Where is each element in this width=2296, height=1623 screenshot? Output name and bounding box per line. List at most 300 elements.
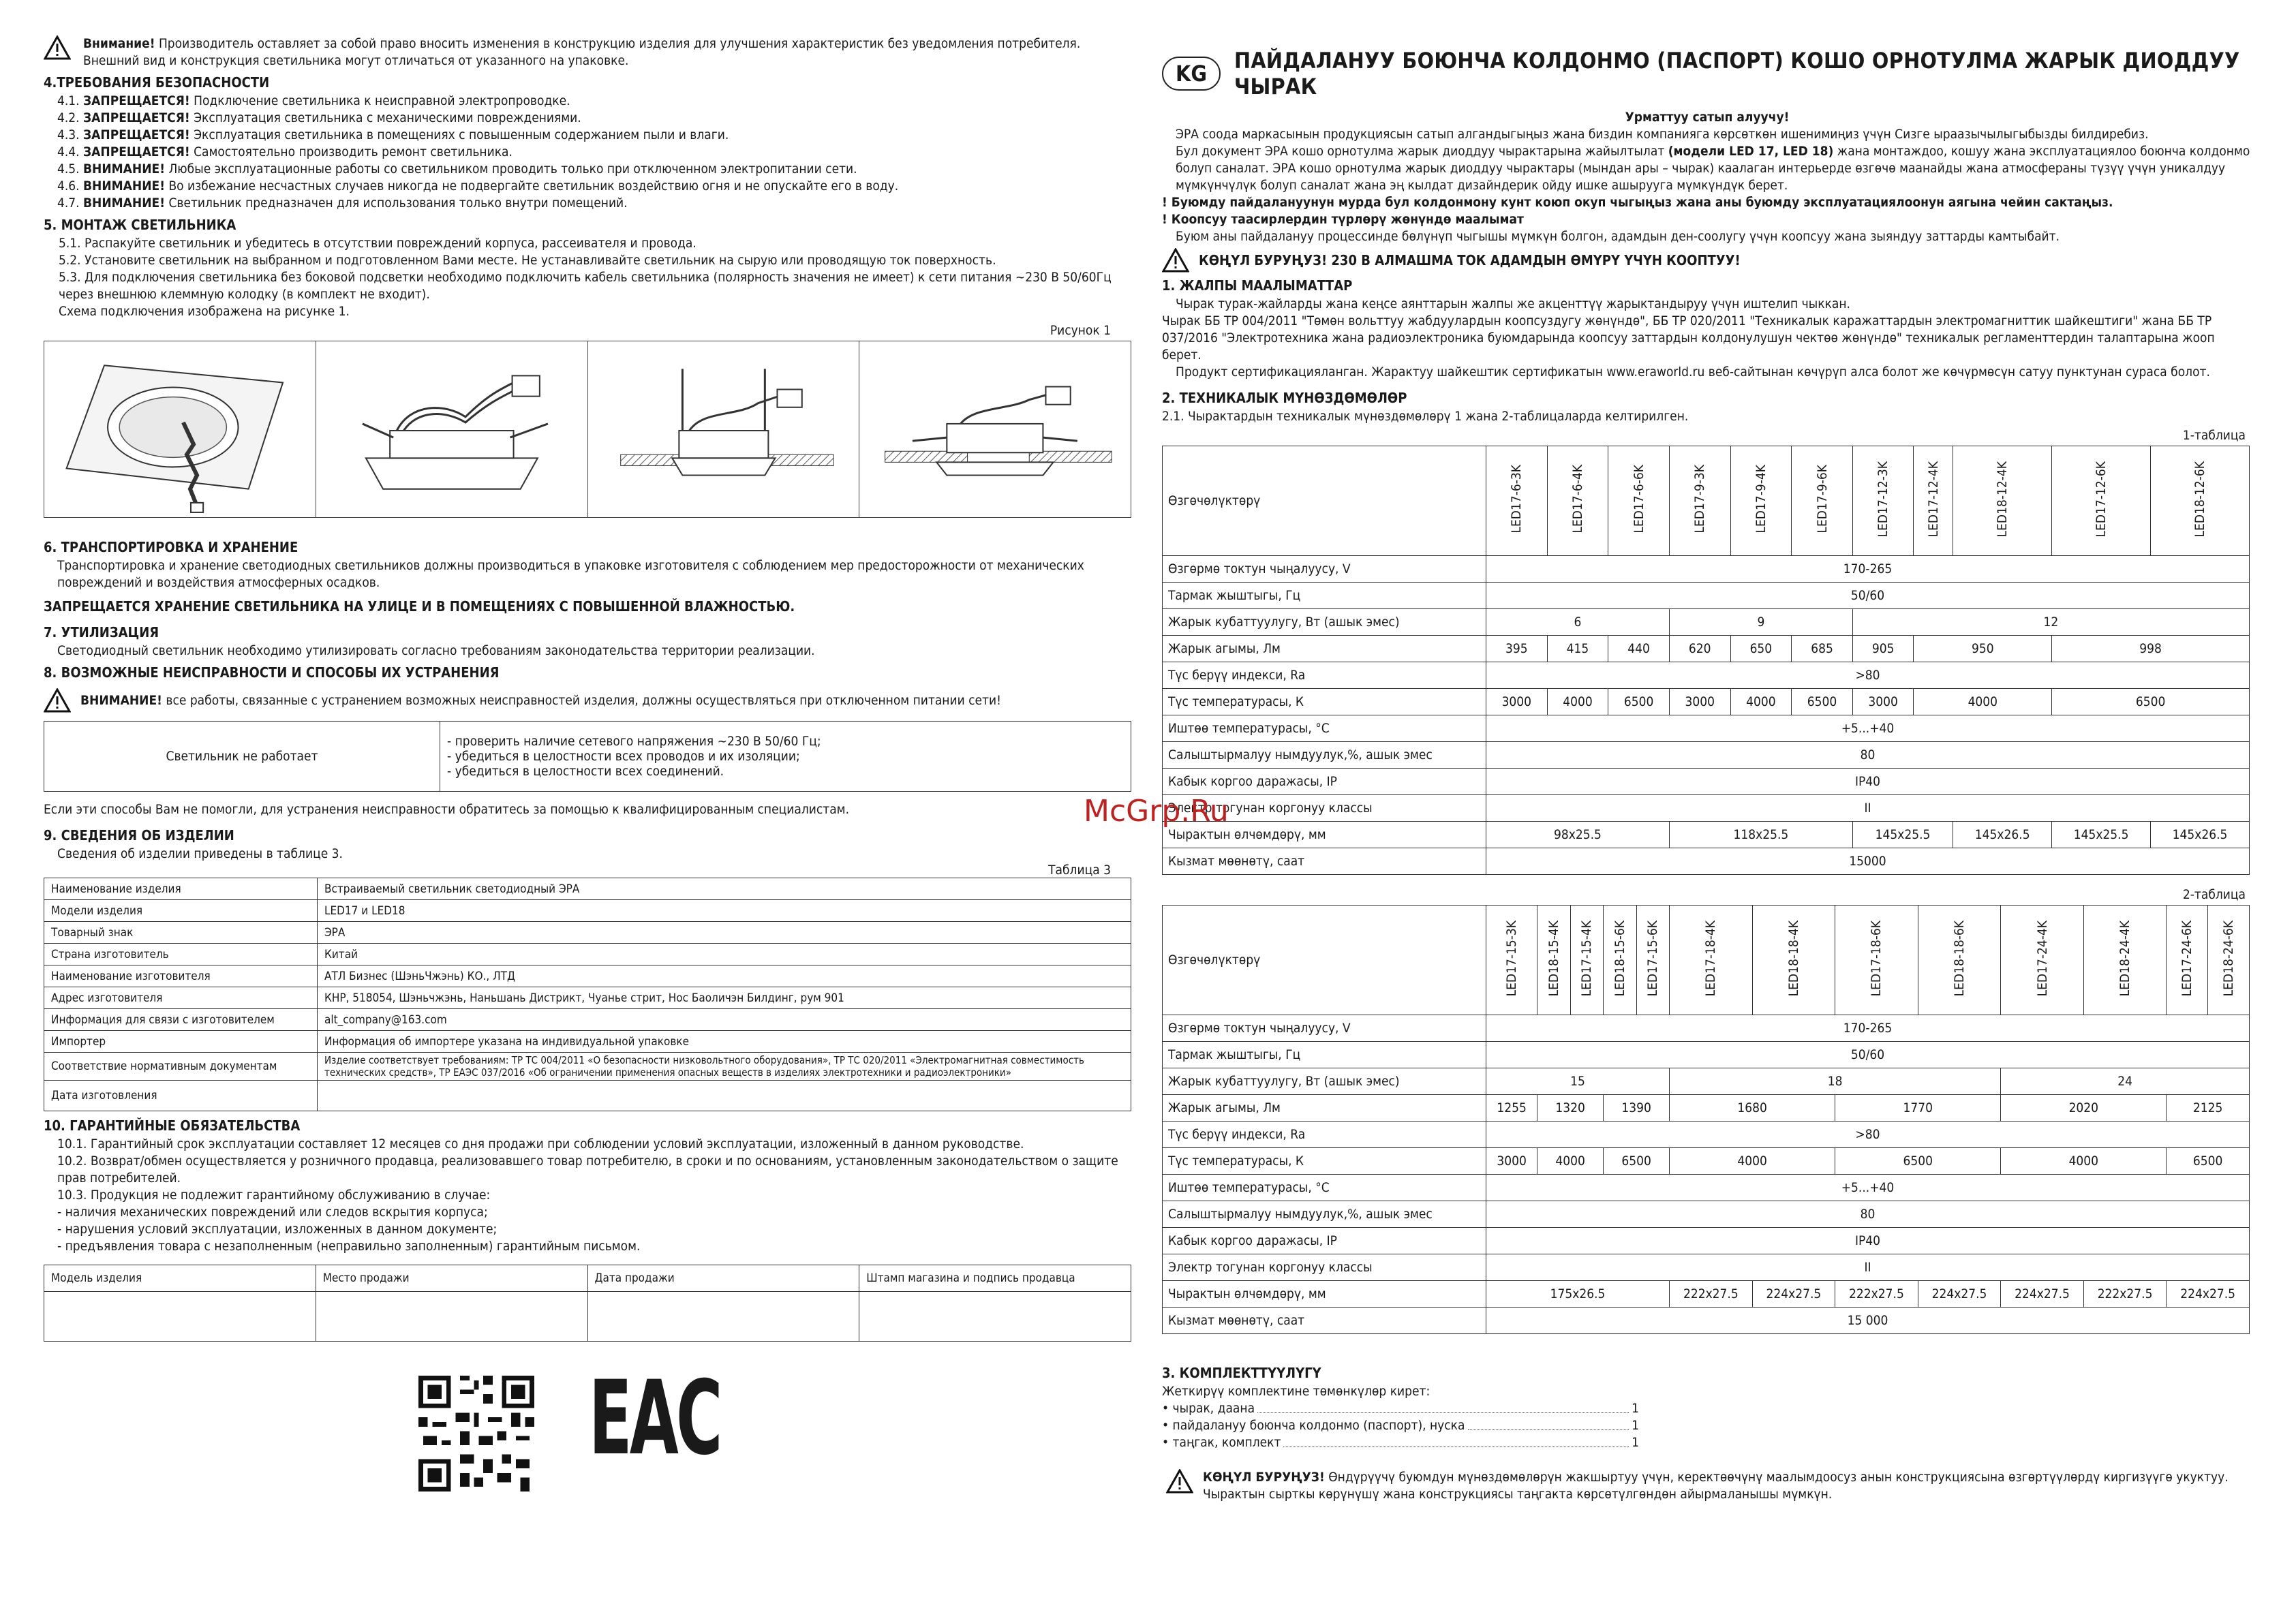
table-cell-value: Встраиваемый светильник светодиодный ЭРА [318, 878, 1131, 900]
final-warning-text: Өндүрүүчү буюмдун мүнөздөмөлөрүн жакшыртуу үчүн, керектөөчүнү маалымдоосуз анын конструкциясына өзгөртүүлөрдү киргизүүгө укуктуу. Чырактын сырткы көрүнүшү жана конструкциясы таңгакта көрсөтүлгөндөн айырмаланышы мүмкүн. [1203, 1470, 2229, 1502]
spec-row [1163, 1095, 2250, 1122]
s4-item-text: Эксплуатация светильника в помещениях с повышенным содержанием пыли и влаги. [194, 127, 729, 142]
spec-model-header [1636, 906, 1669, 1015]
spec-model-header [1670, 906, 1753, 1015]
s4-item: 4.4. ЗАПРЕЩАЕТСЯ! Самостоятельно производить ремонт светильника. [57, 144, 512, 159]
spec-cell: 6500 [1792, 689, 1853, 715]
spec-row [1163, 556, 2250, 583]
r-s3-text: Жеткирүү комплектине төмөнкүлөр кирет: [1162, 1384, 1430, 1399]
table-cell-label: Адрес изготовителя [44, 987, 318, 1009]
spec-row-label: Жарык кубаттуулугу, Вт (ашык эмес) [1163, 1068, 1486, 1095]
table-row [44, 1053, 1131, 1081]
spec-row [1163, 1175, 2250, 1201]
table-row [44, 1031, 1131, 1053]
spec-cell: 6500 [2052, 689, 2250, 715]
s4-item-lead: ВНИМАНИЕ! [83, 179, 165, 194]
spec-row [1163, 609, 2250, 636]
spec-cell: 118x25.5 [1669, 822, 1852, 848]
spec-model-name: LED17-9-4K [1753, 465, 1769, 534]
attention-lead: Внимание! [83, 36, 155, 51]
spec-model-header [2208, 906, 2250, 1015]
s4-item-text: Любые эксплуатационные работы со светильником проводить только при отключенном электропитании сети. [168, 161, 857, 176]
spec-table-1 [1162, 446, 2250, 875]
spec-model-name: LED17-12-4K [1925, 461, 1941, 538]
s8-warning-text: все работы, связанные с устранением возможных неисправностей изделия, должны осуществляться при отключенном питании сети! [166, 693, 1001, 708]
spec-cell: IP40 [1486, 1228, 2250, 1254]
table-cell-label: Страна изготовитель [44, 944, 318, 965]
spec-row [1163, 689, 2250, 715]
spec-row-label: Чырактын өлчөмдөрү, мм [1163, 1281, 1486, 1308]
spec-cell: 15000 [1486, 848, 2250, 875]
spec-model-name: LED17-6-6K [1631, 465, 1647, 534]
spec-cell: 6500 [1608, 689, 1670, 715]
spec-model-name: LED17-24-4K [2034, 920, 2050, 997]
spec-model-header [1608, 446, 1670, 556]
s7-text: Светодиодный светильник необходимо утилизировать согласно требованиям законодательства территории реализации. [57, 643, 815, 658]
intro-5: Буюм аны пайдалануу процессинде бөлүнүп чыгышы мүмкүн болгон, адамдын ден-соолугу үчүн коопсуу жана зыяндуу заттарды камтыбайт. [1176, 229, 2060, 244]
spec-row-label: Өзгөрмө токтун чыңалуусу, V [1163, 1015, 1486, 1042]
spec-cell: 2020 [2001, 1095, 2167, 1122]
spec-model-header [1669, 446, 1730, 556]
spec-cell: 98x25.5 [1486, 822, 1670, 848]
spec-row [1163, 1042, 2250, 1068]
luminaire-springs-up-illustration [588, 341, 859, 517]
spec-model-name: LED18-15-4K [1546, 920, 1561, 997]
spec-model-name: LED18-12-4K [1995, 461, 2010, 538]
s4-item-text: Эксплуатация светильника с механическими повреждениями. [194, 110, 581, 125]
greeting: Урматтуу сатып алуучу! [1625, 110, 1790, 125]
spec-model-name: LED17-15-3K [1504, 920, 1520, 997]
s8-warning-lead: ВНИМАНИЕ! [80, 693, 162, 708]
kg-header [1162, 48, 2252, 99]
s4-list [44, 93, 1131, 212]
spec-row [1163, 1308, 2250, 1334]
table-row [44, 900, 1131, 922]
spec-cell: >80 [1486, 1122, 2250, 1148]
spec-row [1163, 848, 2250, 875]
s4-item-lead: ЗАПРЕЩАЕТСЯ! [83, 110, 190, 125]
s10-item: - наличия механических повреждений или следов вскрытия корпуса; [57, 1205, 488, 1220]
warranty-col-model: Модель изделия [44, 1265, 316, 1292]
spec-cell: 6500 [1835, 1148, 2001, 1175]
warning-icon [44, 35, 71, 60]
spec-row-label: Өзгөрмө токтун чыңалуусу, V [1163, 556, 1486, 583]
package-item [1162, 1434, 1639, 1451]
figure-caption: Рисунок 1 [1050, 323, 1111, 338]
spec-row-label: Электр тогунан коргонуу классы [1163, 795, 1486, 822]
s10-item: - нарушения условий эксплуатации, изложенных в данном документе; [57, 1222, 498, 1237]
spec-cell: 6500 [2167, 1148, 2250, 1175]
spec-cell: 2125 [2167, 1095, 2250, 1122]
spec-model-name: LED17-15-4K [1579, 920, 1595, 997]
spec-cell: 145x25.5 [1852, 822, 1953, 848]
table-cell-value: ЭРА [318, 922, 1131, 944]
spec-cell: 685 [1792, 636, 1853, 662]
r-s3-title: 3. КОМПЛЕКТТҮҮЛҮГҮ [1162, 1365, 1321, 1381]
spec-model-name: LED17-12-3K [1876, 461, 1891, 538]
product-info-table [44, 878, 1131, 1111]
warning-icon [44, 688, 71, 713]
intro-4: ! Коопсуу таасирлердин түрлөрү жөнүндө маалымат [1162, 212, 1524, 227]
spec-model-header [1953, 446, 2052, 556]
s5-title: 5. МОНТАЖ СВЕТИЛЬНИКА [44, 217, 236, 233]
package-item-name: • чырак, даана [1162, 1401, 1255, 1416]
spec-model-name: LED18-18-6K [1951, 920, 1967, 997]
table-cell-label: Наименование изготовителя [44, 965, 318, 987]
table2-caption: 2-таблица [2182, 887, 2246, 902]
r-s1-item: Чырак турак-жайларды жана кеңсе аянттарын жалпы же акценттүү жарыктандыруу үчүн иштелип чыккан. [1176, 296, 1850, 311]
fault-table [44, 721, 1131, 792]
table-row [44, 922, 1131, 944]
spec-model-header [2001, 906, 2084, 1015]
spec-cell: 4000 [1914, 689, 2052, 715]
table-cell-value: Изделие соответствует требованиям: ТР ТС 004/2011 «О безопасности низковольтного оборудования», ТР ТС 020/2011 «Электромагнитная совместимость технических средств», ТР ЕАЭС 037/2016 «Об ограничении применения опасных веществ в изделиях электротехники и радиоэлектроники» [318, 1053, 1131, 1081]
spec-cell: 1320 [1537, 1095, 1604, 1122]
s5-item: 5.3. Для подключения светильника без боковой подсветки необходимо подключить кабель светильника (полярность значения не имеет) к сети питания ~230 В 50/60Гц через внешнюю клеммную колодку (в комплект не входит). [59, 270, 1112, 302]
spec-model-name: LED17-9-3K [1692, 465, 1708, 534]
table-cell-label: Импортер [44, 1031, 318, 1053]
spec-cell: 224x27.5 [2001, 1281, 2084, 1308]
right-column [1162, 35, 2252, 1503]
s4-item-lead: ВНИМАНИЕ! [83, 161, 165, 176]
s10-item: 10.3. Продукция не подлежит гарантийному обслуживанию в случае: [57, 1188, 491, 1203]
table-cell-label: Информация для связи с изготовителем [44, 1009, 318, 1031]
s8-after: Если эти способы Вам не помогли, для устранения неисправности обратитесь за помощью к квалифицированным специалистам. [44, 802, 850, 817]
eac-mark: ЕАС [589, 1359, 720, 1478]
spec-cell: 4000 [1730, 689, 1792, 715]
spec-row [1163, 1122, 2250, 1148]
package-item-name: • таңгак, комплект [1162, 1435, 1281, 1450]
spec-model-name: LED18-15-6K [1612, 920, 1627, 997]
spec-row-label: Кабык коргоо даражасы, IP [1163, 769, 1486, 795]
table-cell-label: Дата изготовления [44, 1081, 318, 1111]
spec-cell: 224x27.5 [1918, 1281, 2001, 1308]
spec-header-row [1163, 446, 2250, 556]
spec-model-name: LED17-15-6K [1645, 920, 1661, 997]
spec-row-label: Салыштырмалуу нымдуулук,%, ашык эмес [1163, 1201, 1486, 1228]
spec-cell: 4000 [1670, 1148, 1835, 1175]
s10-title: 10. ГАРАНТИЙНЫЕ ОБЯЗАТЕЛЬСТВА [44, 1117, 301, 1134]
figure-panel [588, 341, 860, 517]
table1-caption: 1-таблица [2182, 428, 2246, 443]
spec-cell: +5...+40 [1486, 715, 2250, 742]
spec-cell: 1680 [1670, 1095, 1835, 1122]
package-item-qty: 1 [1632, 1435, 1639, 1450]
table-row [44, 1009, 1131, 1031]
intro-3: ! Буюмду пайдалануунун мурда бул колдонмону кунт коюп окуп чыгыңыз жана аны буюмду эксплуатациялоонун аягына чейин сактаңыз. [1162, 195, 2113, 210]
voltage-warning [1162, 248, 2252, 273]
spec-cell: IP40 [1486, 769, 2250, 795]
spec-cell: 998 [2052, 636, 2250, 662]
package-item-dots [1283, 1434, 1629, 1447]
spec-row [1163, 822, 2250, 848]
s5-item: Схема подключения изображена на рисунке 1. [59, 304, 350, 319]
spec-row [1163, 715, 2250, 742]
spec-model-header [1730, 446, 1792, 556]
table-row [44, 944, 1131, 965]
spec-row-label: Тармак жыштыгы, Гц [1163, 583, 1486, 609]
spec-model-header [1752, 906, 1835, 1015]
spec-row-label: Жарык агымы, Лм [1163, 1095, 1486, 1122]
spec-model-header [1604, 906, 1636, 1015]
spec-table-2 [1162, 905, 2250, 1334]
warranty-table [44, 1265, 1131, 1342]
spec-cell: 24 [2001, 1068, 2250, 1095]
spec-row-label: Жарык агымы, Лм [1163, 636, 1486, 662]
s4-item-text: Во избежание несчастных случаев никогда не подвергайте светильник воздействию огня и не опускайте его в воду. [168, 179, 899, 194]
s9-text: Сведения об изделии приведены в таблице 3. [57, 846, 343, 861]
r-s1-item: Чырак ББ ТР 004/2011 "Төмөн вольттуу жабдуулардын коопсуздугу жөнүндө", ББ ТР 020/2011 "Техникалык каражаттардын электромагниттик шайкештиги" жана ББ ТР 037/2016 "Электротехника жана радиоэлектроника буюмдарында коопсуу заттардын колдонулушун чектөө жөнүндө" техникалык регламенттердин талаптарына жооп берет. [1162, 313, 2215, 362]
s9-title: 9. СВЕДЕНИЯ ОБ ИЗДЕЛИИ [44, 827, 234, 844]
spec-cell: 905 [1852, 636, 1914, 662]
spec-header-row [1163, 906, 2250, 1015]
package-item-qty: 1 [1632, 1401, 1639, 1416]
s4-item: 4.5. ВНИМАНИЕ! Любые эксплуатационные работы со светильником проводить только при отключенном электропитании сети. [57, 161, 857, 176]
spec-cell: 222x27.5 [2083, 1281, 2167, 1308]
spec-row-label: Кызмат мөөнөтү, саат [1163, 1308, 1486, 1334]
table-cell-label: Соответствие нормативным документам [44, 1053, 318, 1081]
spec-model-name: LED18-24-4K [2117, 920, 2133, 997]
spec-header-label: Өзгөчөлүктөрү [1163, 446, 1486, 556]
table-cell-label: Модели изделия [44, 900, 318, 922]
spec-row [1163, 662, 2250, 689]
s10-item: 10.1. Гарантийный срок эксплуатации составляет 12 месяцев со дня продажи при соблюдении условий эксплуатации, изложенный в данном руководстве. [57, 1137, 1024, 1151]
voltage-warning-text: КӨҢҮЛ БУРУҢУЗ! 230 В АЛМАШМА ТОК АДАМДЫН ӨМҮРҮ ҮЧҮН КООПТУУ! [1199, 252, 1741, 268]
spec-row [1163, 1281, 2250, 1308]
spec-cell: 4000 [1547, 689, 1608, 715]
spec-row [1163, 1228, 2250, 1254]
spec-row [1163, 1068, 2250, 1095]
s5-item: 5.1. Распакуйте светильник и убедитесь в отсутствии повреждений корпуса, рассеивателя и провода. [59, 236, 697, 251]
watermark: McGrp.Ru [1084, 794, 1229, 829]
language-badge: KG [1162, 57, 1221, 91]
warranty-col-stamp: Штамп магазина и подпись продавца [859, 1265, 1131, 1292]
luminaire-side-illustration [316, 341, 587, 517]
spec-model-name: LED17-12-6K [2094, 461, 2109, 538]
table3-caption: Таблица 3 [1048, 863, 1111, 878]
spec-cell: 145x25.5 [2052, 822, 2151, 848]
spec-row [1163, 769, 2250, 795]
document-title: ПАЙДАЛАНУУ БОЮНЧА КОЛДОНМО (ПАСПОРТ) КОШО ОРНОТУЛМА ЖАРЫК ДИОДДУУ ЧЫРАК [1234, 48, 2240, 99]
spec-cell: >80 [1486, 662, 2250, 689]
s4-item: 4.1. ЗАПРЕЩАЕТСЯ! Подключение светильника к неисправной электропроводке. [57, 93, 570, 108]
r-s1-item: Продукт сертификацияланган. Жарактуу шайкештик сертификатын www.eraworld.ru веб-сайтынан көчүрүп алса болот же көчүрмөсүн сатуу пунктунан сураса болот. [1176, 365, 2210, 380]
spec-row-label: Кабык коргоо даражасы, IP [1163, 1228, 1486, 1254]
spec-model-header [1918, 906, 2001, 1015]
spec-cell: 80 [1486, 742, 2250, 769]
spec-model-header [1486, 906, 1537, 1015]
luminaire-top-illustration [44, 341, 316, 517]
spec-cell: II [1486, 795, 2250, 822]
spec-row [1163, 795, 2250, 822]
spec-header-label: Өзгөчөлүктөрү [1163, 906, 1486, 1015]
spec-row [1163, 1015, 2250, 1042]
spec-cell: 80 [1486, 1201, 2250, 1228]
intro-2: Бул документ ЭРА кошо орнотулма жарык диоддуу чырактарына жайылтылат (модели LED 17, LED 18) жана монтаждоо, кошуу жана эксплуатациялоо боюнча колдонмо болуп саналат. ЭРА кошо орнотулма жарык диоддуу чырактары (мындан ары – чырак) каалаган интерьерде өзгөчө маанайды жана атмосфераны түзүү үчүн уникалдуу мүмкүнчүлүк болуп саналат жана эң кылдат дизайндерик ойду ишке ашырууга мүмкүндүк берет. [1176, 144, 2250, 193]
spec-cell: 950 [1914, 636, 2052, 662]
s10-item: - предъявления товара с незаполненным (неправильно заполненным) гарантийным письмом. [57, 1239, 641, 1254]
table-cell-value: alt_company@163.com [318, 1009, 1131, 1031]
warranty-col-date: Дата продажи [587, 1265, 859, 1292]
s4-title: 4.ТРЕБОВАНИЯ БЕЗОПАСНОСТИ [44, 74, 270, 91]
s4-item-text: Подключение светильника к неисправной электропроводке. [194, 93, 570, 108]
r-s2-title: 2. ТЕХНИКАЛЫК МҮНӨЗДӨМӨЛӨР [1162, 390, 1407, 406]
fault-action: - убедиться в целостности всех проводов и их изоляции; [447, 749, 800, 764]
spec-row-label: Түс берүү индекси, Ra [1163, 1122, 1486, 1148]
spec-cell: 650 [1730, 636, 1792, 662]
spec-model-header [2167, 906, 2208, 1015]
spec-cell: 1770 [1835, 1095, 2001, 1122]
spec-row-label: Түс температурасы, К [1163, 689, 1486, 715]
spec-row-label: Чырактын өлчөмдөрү, мм [1163, 822, 1486, 848]
table-cell-value [318, 1081, 1131, 1111]
spec-model-name: LED18-12-6K [2192, 461, 2208, 538]
s4-item-lead: ВНИМАНИЕ! [83, 196, 165, 211]
spec-row-label: Тармак жыштыгы, Гц [1163, 1042, 1486, 1068]
s4-item: 4.2. ЗАПРЕЩАЕТСЯ! Эксплуатация светильника с механическими повреждениями. [57, 110, 581, 125]
spec-row [1163, 636, 2250, 662]
fault-problem: Светильник не работает [44, 722, 440, 792]
spec-model-name: LED17-18-6K [1869, 920, 1884, 997]
table-cell-value: КНР, 518054, Шэньчжэнь, Наньшань Дистрикт, Чуанье стрит, Нос Баоличэн Билдинг, рум 901 [318, 987, 1131, 1009]
figure-panel [316, 341, 588, 517]
spec-model-header [1570, 906, 1603, 1015]
spec-cell: 224x27.5 [1752, 1281, 1835, 1308]
warning-icon [1166, 1469, 1193, 1494]
spec-cell: 224x27.5 [2167, 1281, 2250, 1308]
spec-row [1163, 742, 2250, 769]
spec-row [1163, 583, 2250, 609]
qr-code-icon [418, 1376, 534, 1491]
s4-item-text: Светильник предназначен для использования только внутри помещений. [168, 196, 628, 211]
table-cell-value: LED17 и LED18 [318, 900, 1131, 922]
spec-cell: 4000 [2001, 1148, 2167, 1175]
s4-item: 4.7. ВНИМАНИЕ! Светильник предназначен для использования только внутри помещений. [57, 196, 628, 211]
spec-row [1163, 1148, 2250, 1175]
spec-cell: 1390 [1604, 1095, 1670, 1122]
left-column [44, 35, 1131, 1478]
spec-cell: II [1486, 1254, 2250, 1281]
spec-model-name: LED17-24-6K [2179, 920, 2195, 997]
spec-model-header [2083, 906, 2167, 1015]
spec-cell: 3000 [1486, 689, 1548, 715]
spec-row-label: Иштөө температурасы, °С [1163, 715, 1486, 742]
spec-cell: 395 [1486, 636, 1548, 662]
spec-cell: 50/60 [1486, 583, 2250, 609]
spec-cell: 170-265 [1486, 556, 2250, 583]
fault-action: - убедиться в целостности всех соединений. [447, 764, 724, 779]
spec-model-header [1792, 446, 1853, 556]
spec-row-label: Кызмат мөөнөтү, саат [1163, 848, 1486, 875]
spec-cell: 620 [1669, 636, 1730, 662]
spec-cell: 50/60 [1486, 1042, 2250, 1068]
spec-row-label: Салыштырмалуу нымдуулук,%, ашык эмес [1163, 742, 1486, 769]
spec-cell: 6500 [1604, 1148, 1670, 1175]
spec-cell: 175x26.5 [1486, 1281, 1670, 1308]
s7-title: 7. УТИЛИЗАЦИЯ [44, 624, 159, 640]
spec-cell: 18 [1670, 1068, 2001, 1095]
fault-action: - проверить наличие сетевого напряжения ~230 В 50/60 Гц; [447, 734, 821, 749]
package-item-dots [1257, 1400, 1629, 1413]
package-item-dots [1468, 1417, 1629, 1430]
spec-cell: 440 [1608, 636, 1670, 662]
spec-cell: 9 [1669, 609, 1852, 636]
package-item-name: • пайдалануу боюнча колдонмо (паспорт), нуска [1162, 1418, 1465, 1433]
spec-model-name: LED17-18-4K [1703, 920, 1719, 997]
luminaire-installed-illustration [859, 341, 1131, 517]
fault-actions [440, 722, 1131, 792]
spec-cell: 222x27.5 [1670, 1281, 1753, 1308]
spec-cell: 1255 [1486, 1095, 1537, 1122]
package-item [1162, 1400, 1639, 1417]
figure-panel [44, 341, 316, 517]
spec-model-name: LED18-24-6K [2221, 920, 2237, 997]
bottom-marks [44, 1342, 1131, 1478]
s4-item: 4.6. ВНИМАНИЕ! Во избежание несчастных случаев никогда не подвергайте светильник воздействию огня и не опускайте его в воду. [57, 179, 899, 194]
warning-icon [1162, 248, 1189, 273]
spec-model-header [1914, 446, 1953, 556]
spec-model-name: LED17-9-6K [1814, 465, 1830, 534]
s8-title: 8. ВОЗМОЖНЫЕ НЕИСПРАВНОСТИ И СПОСОБЫ ИХ УСТРАНЕНИЯ [44, 664, 500, 681]
spec-row-label: Түс берүү индекси, Ra [1163, 662, 1486, 689]
s5-item: 5.2. Установите светильник на выбранном и подготовленном Вами месте. Не устанавливайте светильник на сырую или проводящую ток поверхность. [59, 253, 996, 268]
table-cell-label: Товарный знак [44, 922, 318, 944]
r-s2-text: 2.1. Чырактардын техникалык мүнөздөмөлөрү 1 жана 2-таблицаларда келтирилген. [1162, 409, 1689, 424]
s8-warning [44, 688, 1131, 713]
attention-notice [44, 35, 1131, 69]
s6-warning: ЗАПРЕЩАЕТСЯ ХРАНЕНИЕ СВЕТИЛЬНИКА НА УЛИЦЕ И В ПОМЕЩЕНИЯХ С ПОВЫШЕННОЙ ВЛАЖНОСТЬЮ. [44, 598, 795, 615]
s4-item-lead: ЗАПРЕЩАЕТСЯ! [83, 93, 190, 108]
spec-cell: 145x26.5 [2151, 822, 2250, 848]
s4-item-text: Самостоятельно производить ремонт светильника. [194, 144, 512, 159]
spec-cell: 415 [1547, 636, 1608, 662]
spec-cell: 3000 [1669, 689, 1730, 715]
spec-cell: +5...+40 [1486, 1175, 2250, 1201]
spec-cell: 3000 [1486, 1148, 1537, 1175]
s4-item-lead: ЗАПРЕЩАЕТСЯ! [83, 127, 190, 142]
final-warning-lead: КӨҢҮЛ БУРУҢУЗ! [1203, 1470, 1325, 1485]
spec-model-header [1852, 446, 1914, 556]
spec-model-header [1537, 906, 1570, 1015]
spec-cell: 6 [1486, 609, 1670, 636]
final-warning [1162, 1469, 2252, 1503]
warranty-col-place: Место продажи [316, 1265, 587, 1292]
intro-1: ЭРА соода маркасынын продукциясын сатып алгандыгыңыз жана биздин компанияга көрсөткөн ишенимиңиз үчүн Сизге ыраазычылыгыбызды билдиребиз. [1176, 127, 2149, 142]
table-row [44, 965, 1131, 987]
spec-cell: 145x26.5 [1953, 822, 2052, 848]
spec-row-label: Электр тогунан коргонуу классы [1163, 1254, 1486, 1281]
table-row [44, 1081, 1131, 1111]
figure-panel [859, 341, 1131, 517]
spec-row-label: Жарык кубаттуулугу, Вт (ашык эмес) [1163, 609, 1486, 636]
spec-cell: 15 000 [1486, 1308, 2250, 1334]
package-list [1162, 1400, 2252, 1451]
s6-title: 6. ТРАНСПОРТИРОВКА И ХРАНЕНИЕ [44, 539, 299, 555]
spec-row-label: Түс температурасы, К [1163, 1148, 1486, 1175]
s10-item: 10.2. Возврат/обмен осуществляется у розничного продавца, реализовавшего товар потребителю, в сроки и по основаниям, установленным законодательством о защите прав потребителей. [57, 1154, 1118, 1186]
spec-cell: 12 [1852, 609, 2249, 636]
spec-cell: 222x27.5 [1835, 1281, 1918, 1308]
s4-item: 4.3. ЗАПРЕЩАЕТСЯ! Эксплуатация светильника в помещениях с повышенным содержанием пыли и влаги. [57, 127, 729, 142]
spec-cell: 15 [1486, 1068, 1670, 1095]
s6-text: Транспортировка и хранение светодиодных светильников должны производиться в упаковке изготовителя с соблюдением мер предосторожности от механических повреждений и воздействия атмосферных осадков. [57, 558, 1084, 590]
spec-model-header [1486, 446, 1548, 556]
s4-item-lead: ЗАПРЕЩАЕТСЯ! [83, 144, 190, 159]
package-item [1162, 1417, 1639, 1434]
spec-row [1163, 1201, 2250, 1228]
spec-model-header [2052, 446, 2151, 556]
r-s1-title: 1. ЖАЛПЫ МААЛЫМАТТАР [1162, 277, 1353, 294]
